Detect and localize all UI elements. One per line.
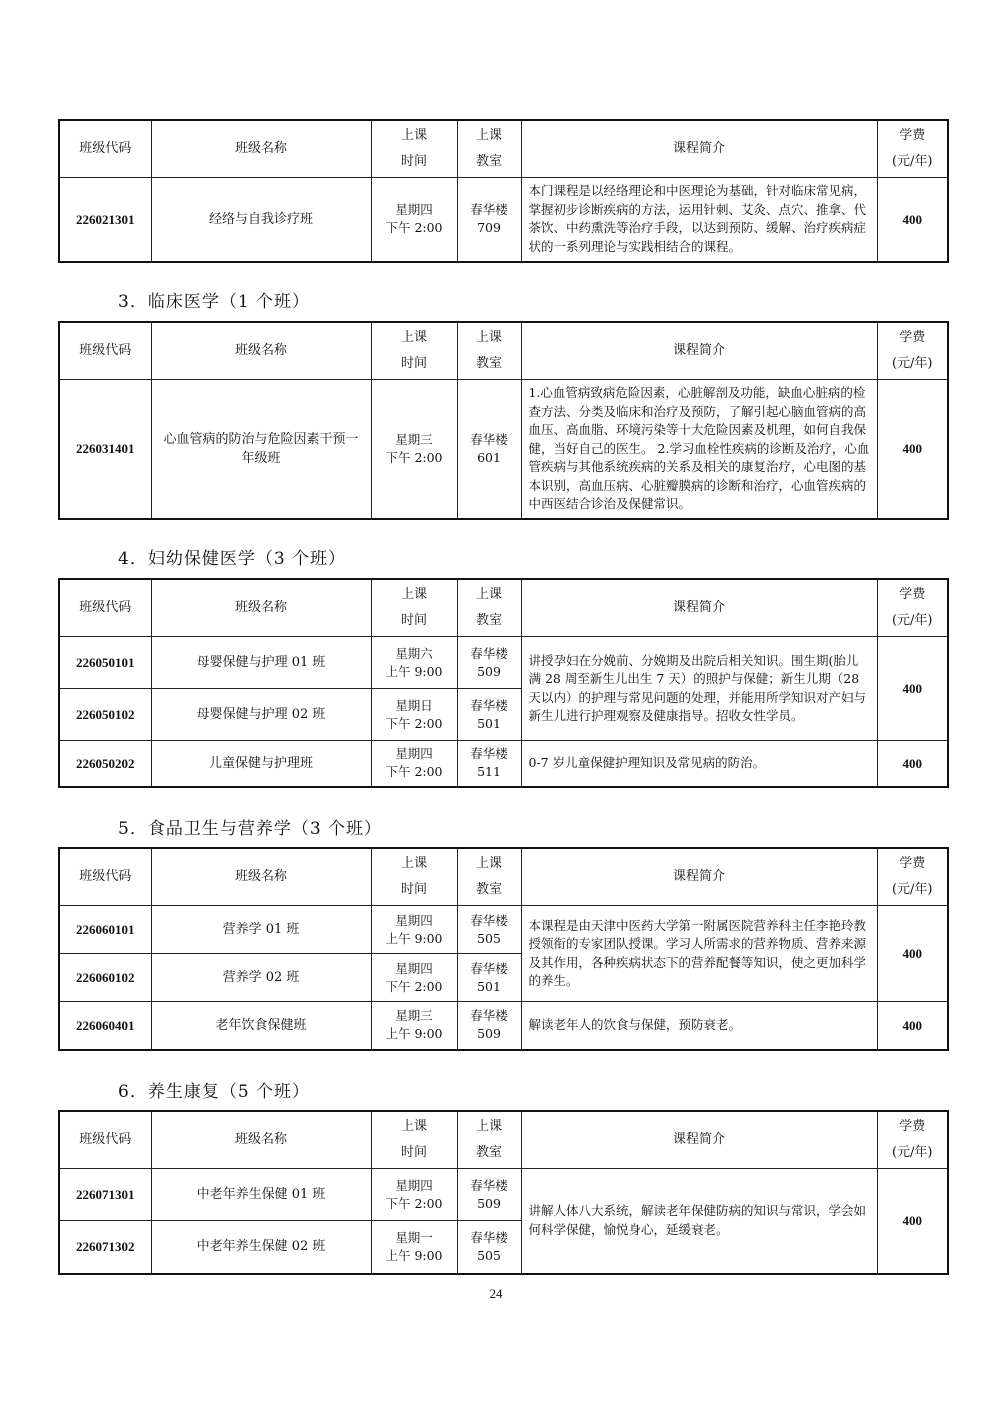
class-name: 老年饮食保健班 xyxy=(151,1002,371,1050)
header-code: 班级代码 xyxy=(59,322,151,380)
header-intro: 课程简介 xyxy=(521,1111,877,1169)
class-code: 226050101 xyxy=(59,637,151,689)
course-description: 0-7 岁儿童保健护理知识及常见病的防治。 xyxy=(521,741,877,787)
header-fee: 学费 (元/年) xyxy=(877,1111,948,1169)
table-header-row xyxy=(59,848,948,906)
class-code: 226060401 xyxy=(59,1002,151,1050)
class-code: 226021301 xyxy=(59,178,151,262)
class-name: 母婴保健与护理 02 班 xyxy=(151,689,371,741)
header-code: 班级代码 xyxy=(59,579,151,637)
tuition-fee: 400 xyxy=(877,741,948,787)
table-row xyxy=(59,1002,948,1050)
course-description: 讲解人体八大系统，解读老年保健防病的知识与常识，学会如何科学保健，愉悦身心，延缓衰老。 xyxy=(521,1169,877,1274)
section-title-clinical: 3．临床医学（1 个班） xyxy=(118,292,311,312)
class-room: 春华楼 505 xyxy=(457,1221,521,1274)
tuition-fee: 400 xyxy=(877,1169,948,1274)
table-row xyxy=(59,1169,948,1221)
header-fee: 学费 (元/年) xyxy=(877,848,948,906)
header-time: 上课 时间 xyxy=(371,579,457,637)
class-name: 母婴保健与护理 01 班 xyxy=(151,637,371,689)
header-room: 上课 教室 xyxy=(457,1111,521,1169)
table-header-row xyxy=(59,1111,948,1169)
header-fee: 学费 (元/年) xyxy=(877,120,948,178)
class-name: 中老年养生保健 02 班 xyxy=(151,1221,371,1274)
header-intro: 课程简介 xyxy=(521,120,877,178)
class-time: 星期六 上午 9:00 xyxy=(371,637,457,689)
header-room: 上课 教室 xyxy=(457,322,521,380)
table-row xyxy=(59,741,948,787)
class-time: 星期四 下午 2:00 xyxy=(371,178,457,262)
class-code: 226050202 xyxy=(59,741,151,787)
course-table xyxy=(58,578,949,788)
class-room: 春华楼 511 xyxy=(457,741,521,787)
header-name: 班级名称 xyxy=(151,848,371,906)
class-time: 星期一 上午 9:00 xyxy=(371,1221,457,1274)
header-name: 班级名称 xyxy=(151,120,371,178)
header-intro: 课程简介 xyxy=(521,322,877,380)
header-fee: 学费 (元/年) xyxy=(877,322,948,380)
class-code: 226071302 xyxy=(59,1221,151,1274)
header-time: 上课 时间 xyxy=(371,848,457,906)
class-name: 儿童保健与护理班 xyxy=(151,741,371,787)
table-row xyxy=(59,380,948,519)
class-room: 春华楼 501 xyxy=(457,954,521,1002)
table-section-clinical xyxy=(58,321,947,520)
class-room: 春华楼 509 xyxy=(457,1169,521,1221)
table-header-row xyxy=(59,120,948,178)
header-name: 班级名称 xyxy=(151,1111,371,1169)
class-time: 星期日 下午 2:00 xyxy=(371,689,457,741)
header-code: 班级代码 xyxy=(59,848,151,906)
header-room: 上课 教室 xyxy=(457,579,521,637)
table-row xyxy=(59,178,948,262)
course-table xyxy=(58,847,949,1051)
class-room: 春华楼 501 xyxy=(457,689,521,741)
tuition-fee: 400 xyxy=(877,178,948,262)
class-time: 星期四 下午 2:00 xyxy=(371,1169,457,1221)
class-time: 星期三 下午 2:00 xyxy=(371,380,457,519)
page-number: 24 xyxy=(489,1286,503,1301)
table-section-maternal xyxy=(58,578,947,788)
tuition-fee: 400 xyxy=(877,637,948,741)
section-title-wellness: 6．养生康复（5 个班） xyxy=(118,1082,311,1102)
header-name: 班级名称 xyxy=(151,322,371,380)
class-name: 营养学 02 班 xyxy=(151,954,371,1002)
section-title-maternal: 4．妇幼保健医学（3 个班） xyxy=(118,549,347,569)
class-time: 星期四 下午 2:00 xyxy=(371,741,457,787)
header-time: 上课 时间 xyxy=(371,322,457,380)
class-time: 星期四 下午 2:00 xyxy=(371,954,457,1002)
class-name: 心血管病的防治与危险因素干预一年级班 xyxy=(151,380,371,519)
course-description: 讲授孕妇在分娩前、分娩期及出院后相关知识。围生期(胎儿满 28 周至新生儿出生 7 天）的照护与保健；新生儿期（28 天以内）的护理与常见问题的处理，并能用所学知识对产妇与新生儿进行护理观察及健康指导。招收女性学员。 xyxy=(521,637,877,741)
course-table xyxy=(58,1110,949,1275)
class-time: 星期三 上午 9:00 xyxy=(371,1002,457,1050)
class-room: 春华楼 505 xyxy=(457,906,521,954)
tuition-fee: 400 xyxy=(877,906,948,1002)
header-fee: 学费 (元/年) xyxy=(877,579,948,637)
class-room: 春华楼 709 xyxy=(457,178,521,262)
course-description: 1.心血管病致病危险因素，心脏解剖及功能，缺血心脏病的检查方法、分类及临床和治疗及预防，了解引起心脑血管病的高血压、高血脂、环境污染等十大危险因素及机理，如何自我保健，当好自己的医生。 2.学习血栓性疾病的诊断及治疗，心血管疾病与其他系统疾病的关系及相关的康复治疗，心电图的基本识别，高血压病、心脏瓣膜病的诊断和治疗，心血管疾病的中西医结合诊治及保健常识。 xyxy=(521,380,877,519)
header-room: 上课 教室 xyxy=(457,120,521,178)
class-name: 中老年养生保健 01 班 xyxy=(151,1169,371,1221)
class-time: 星期四 上午 9:00 xyxy=(371,906,457,954)
table-section-nutrition xyxy=(58,847,947,1051)
table-section-wellness xyxy=(58,1110,947,1275)
course-description: 本课程是由天津中医药大学第一附属医院营养科主任李艳玲教授领衔的专家团队授课。学习人所需求的营养物质、营养来源及其作用，各种疾病状态下的营养配餐等知识，使之更加科学的养生。 xyxy=(521,906,877,1002)
class-room: 春华楼 601 xyxy=(457,380,521,519)
table-section-acupuncture xyxy=(58,119,947,263)
course-table xyxy=(58,119,949,263)
header-name: 班级名称 xyxy=(151,579,371,637)
tuition-fee: 400 xyxy=(877,1002,948,1050)
table-header-row xyxy=(59,579,948,637)
class-name: 营养学 01 班 xyxy=(151,906,371,954)
class-code: 226060101 xyxy=(59,906,151,954)
header-time: 上课 时间 xyxy=(371,120,457,178)
class-code: 226060102 xyxy=(59,954,151,1002)
table-row xyxy=(59,637,948,689)
header-intro: 课程简介 xyxy=(521,848,877,906)
header-code: 班级代码 xyxy=(59,120,151,178)
header-room: 上课 教室 xyxy=(457,848,521,906)
class-code: 226071301 xyxy=(59,1169,151,1221)
class-room: 春华楼 509 xyxy=(457,637,521,689)
section-title-nutrition: 5．食品卫生与营养学（3 个班） xyxy=(118,819,383,839)
class-code: 226031401 xyxy=(59,380,151,519)
header-code: 班级代码 xyxy=(59,1111,151,1169)
class-code: 226050102 xyxy=(59,689,151,741)
tuition-fee: 400 xyxy=(877,380,948,519)
header-time: 上课 时间 xyxy=(371,1111,457,1169)
course-table xyxy=(58,321,949,520)
course-description: 本门课程是以经络理论和中医理论为基础，针对临床常见病，掌握初步诊断疾病的方法，运用针刺、艾灸、点穴、推拿、代茶饮、中药熏洗等治疗手段，以达到预防、缓解、治疗疾病症状的一系列理论与实践相结合的课程。 xyxy=(521,178,877,262)
header-intro: 课程简介 xyxy=(521,579,877,637)
table-header-row xyxy=(59,322,948,380)
course-description: 解读老年人的饮食与保健，预防衰老。 xyxy=(521,1002,877,1050)
class-name: 经络与自我诊疗班 xyxy=(151,178,371,262)
table-row xyxy=(59,906,948,954)
class-room: 春华楼 509 xyxy=(457,1002,521,1050)
